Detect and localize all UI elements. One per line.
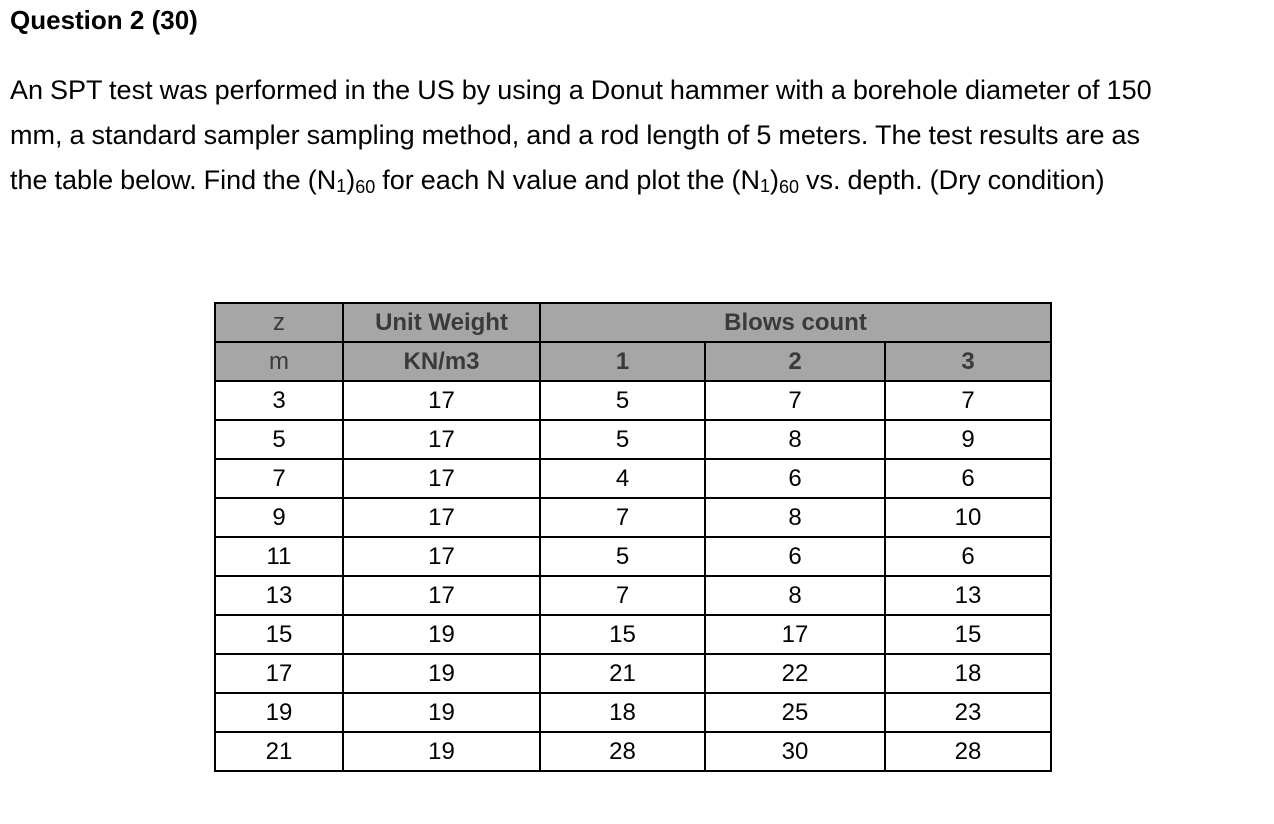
cell-blow-1: 15 bbox=[540, 615, 705, 654]
cell-blow-3: 6 bbox=[885, 459, 1051, 498]
table-row bbox=[215, 615, 1051, 654]
cell-blow-3: 18 bbox=[885, 654, 1051, 693]
cell-blow-1: 7 bbox=[540, 576, 705, 615]
cell-z: 21 bbox=[215, 732, 343, 771]
table-row bbox=[215, 381, 1051, 420]
cell-blow-3: 6 bbox=[885, 537, 1051, 576]
cell-z: 17 bbox=[215, 654, 343, 693]
cell-z: 9 bbox=[215, 498, 343, 537]
cell-blow-3: 28 bbox=[885, 732, 1051, 771]
cell-z: 19 bbox=[215, 693, 343, 732]
cell-blow-1: 18 bbox=[540, 693, 705, 732]
cell-blow-1: 5 bbox=[540, 420, 705, 459]
table-row bbox=[215, 732, 1051, 771]
cell-blow-2: 17 bbox=[705, 615, 885, 654]
cell-z: 13 bbox=[215, 576, 343, 615]
cell-blow-2: 30 bbox=[705, 732, 885, 771]
cell-unit-weight: 19 bbox=[343, 615, 540, 654]
cell-unit-weight: 17 bbox=[343, 537, 540, 576]
cell-blow-1: 21 bbox=[540, 654, 705, 693]
question-line-3-part-1: the table below. Find the (N bbox=[10, 165, 337, 195]
cell-z: 11 bbox=[215, 537, 343, 576]
cell-blow-1: 28 bbox=[540, 732, 705, 771]
header-uw-unit: KN/m3 bbox=[343, 342, 540, 381]
question-title: Question 2 (30) bbox=[10, 5, 198, 35]
cell-unit-weight: 17 bbox=[343, 381, 540, 420]
paren-close: ) bbox=[769, 165, 779, 195]
cell-blow-2: 6 bbox=[705, 537, 885, 576]
cell-blow-1: 4 bbox=[540, 459, 705, 498]
header-blow-2: 2 bbox=[705, 342, 885, 381]
cell-unit-weight: 19 bbox=[343, 693, 540, 732]
subscript-60: 60 bbox=[355, 177, 376, 197]
cell-blow-3: 15 bbox=[885, 615, 1051, 654]
question-line-1: An SPT test was performed in the US by using a Donut hammer with a borehole diameter of 150 bbox=[10, 75, 1152, 105]
cell-z: 3 bbox=[215, 381, 343, 420]
cell-blow-2: 8 bbox=[705, 420, 885, 459]
cell-unit-weight: 19 bbox=[343, 654, 540, 693]
cell-blow-2: 22 bbox=[705, 654, 885, 693]
cell-blow-2: 7 bbox=[705, 381, 885, 420]
cell-z: 5 bbox=[215, 420, 343, 459]
cell-unit-weight: 17 bbox=[343, 498, 540, 537]
cell-blow-3: 13 bbox=[885, 576, 1051, 615]
cell-unit-weight: 17 bbox=[343, 576, 540, 615]
table-row bbox=[215, 498, 1051, 537]
cell-z: 15 bbox=[215, 615, 343, 654]
cell-blow-1: 7 bbox=[540, 498, 705, 537]
header-z-unit: m bbox=[215, 342, 343, 381]
header-unit-weight: Unit Weight bbox=[343, 303, 540, 342]
header-z: z bbox=[215, 303, 343, 342]
paren-close: ) bbox=[346, 165, 356, 195]
table-header-row bbox=[215, 303, 1051, 342]
table-row bbox=[215, 459, 1051, 498]
question-line-3 bbox=[10, 158, 1272, 203]
subscript-1: 1 bbox=[336, 176, 347, 196]
cell-blow-3: 23 bbox=[885, 693, 1051, 732]
cell-blow-3: 9 bbox=[885, 420, 1051, 459]
cell-unit-weight: 17 bbox=[343, 420, 540, 459]
header-blow-1: 1 bbox=[540, 342, 705, 381]
cell-blow-1: 5 bbox=[540, 537, 705, 576]
table-units-row bbox=[215, 342, 1051, 381]
cell-blow-3: 7 bbox=[885, 381, 1051, 420]
cell-blow-3: 10 bbox=[885, 498, 1051, 537]
question-line-3-part-3: vs. depth. (Dry condition) bbox=[799, 165, 1105, 195]
cell-blow-2: 8 bbox=[705, 576, 885, 615]
cell-blow-1: 5 bbox=[540, 381, 705, 420]
spt-results-table bbox=[214, 302, 1052, 772]
subscript-60: 60 bbox=[778, 177, 800, 197]
question-text bbox=[10, 68, 1272, 203]
question-line-2: mm, a standard sampler sampling method, and a rod length of 5 meters. The test results are as bbox=[10, 120, 1141, 150]
cell-blow-2: 6 bbox=[705, 459, 885, 498]
table-row bbox=[215, 537, 1051, 576]
subscript-1: 1 bbox=[759, 176, 770, 196]
cell-blow-2: 8 bbox=[705, 498, 885, 537]
cell-blow-2: 25 bbox=[705, 693, 885, 732]
table-row bbox=[215, 654, 1051, 693]
header-blows-count: Blows count bbox=[540, 303, 1051, 342]
cell-unit-weight: 17 bbox=[343, 459, 540, 498]
question-line-3-part-2: for each N value and plot the (N bbox=[375, 165, 760, 195]
header-blow-3: 3 bbox=[885, 342, 1051, 381]
table-row bbox=[215, 693, 1051, 732]
table-row bbox=[215, 420, 1051, 459]
table-row bbox=[215, 576, 1051, 615]
cell-z: 7 bbox=[215, 459, 343, 498]
cell-unit-weight: 19 bbox=[343, 732, 540, 771]
